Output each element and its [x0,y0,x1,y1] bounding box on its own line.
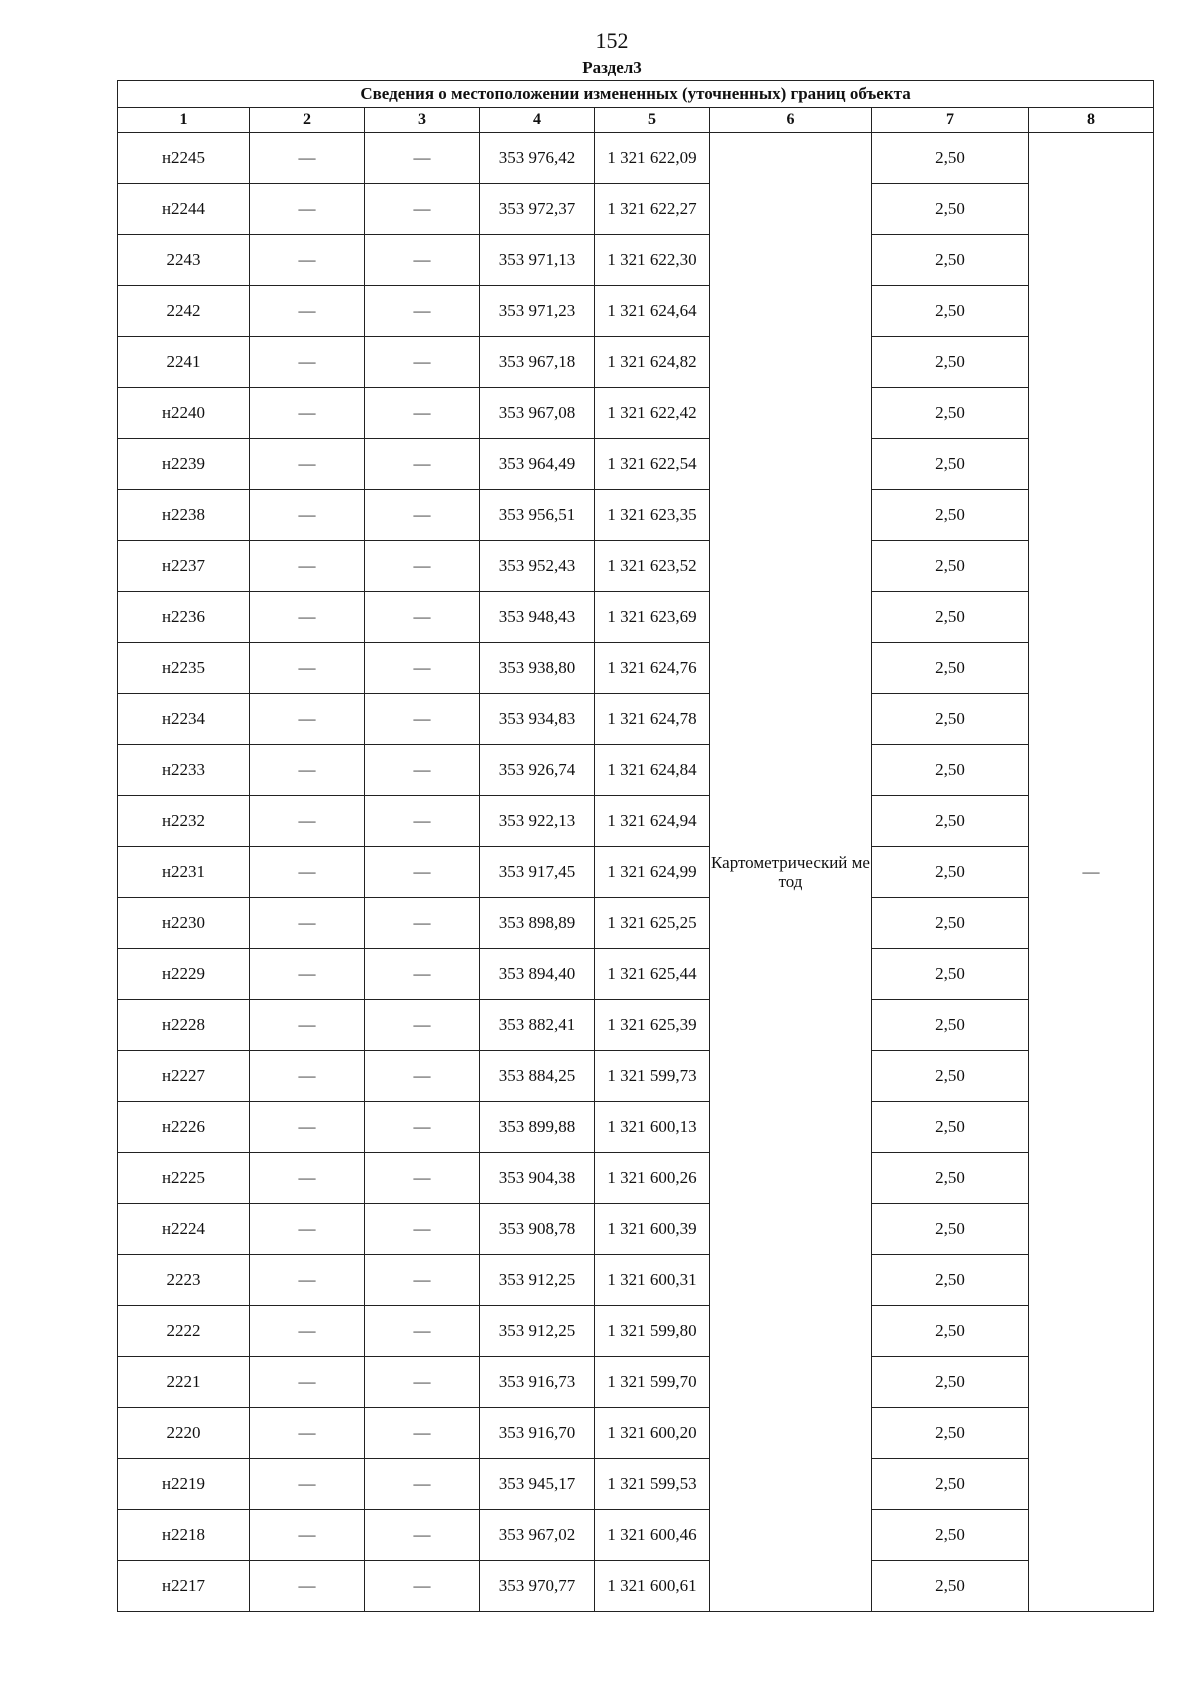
column2-cell: — [250,1255,365,1306]
x-coordinate-cell: 353 934,83 [480,694,595,745]
column-number: 8 [1029,108,1154,133]
table-row [118,1357,1154,1408]
column3-cell: — [365,1510,480,1561]
column2-cell: — [250,133,365,184]
accuracy-cell: 2,50 [872,1357,1029,1408]
table-caption: Сведения о местоположении измененных (уточненных) границ объекта [118,81,1154,108]
x-coordinate-cell: 353 971,23 [480,286,595,337]
method-cell: Картометрический метод [710,133,872,1612]
table-row [118,286,1154,337]
column-number: 4 [480,108,595,133]
y-coordinate-cell: 1 321 600,13 [595,1102,710,1153]
point-number-cell: н2244 [118,184,250,235]
accuracy-cell: 2,50 [872,1408,1029,1459]
column3-cell: — [365,949,480,1000]
column3-cell: — [365,184,480,235]
accuracy-cell: 2,50 [872,439,1029,490]
x-coordinate-cell: 353 899,88 [480,1102,595,1153]
point-number-cell: 2222 [118,1306,250,1357]
table-row [118,1204,1154,1255]
column3-cell: — [365,1408,480,1459]
column2-cell: — [250,1459,365,1510]
column3-cell: — [365,1153,480,1204]
y-coordinate-cell: 1 321 625,44 [595,949,710,1000]
accuracy-cell: 2,50 [872,388,1029,439]
column3-cell: — [365,439,480,490]
column-number-row [118,108,1154,133]
column2-cell: — [250,1204,365,1255]
table-row [118,643,1154,694]
accuracy-cell: 2,50 [872,1459,1029,1510]
table-row [118,1510,1154,1561]
table-row [118,1561,1154,1612]
y-coordinate-cell: 1 321 625,39 [595,1000,710,1051]
table-row [118,388,1154,439]
accuracy-cell: 2,50 [872,847,1029,898]
column2-cell: — [250,490,365,541]
accuracy-cell: 2,50 [872,643,1029,694]
table-row [118,235,1154,286]
column2-cell: — [250,643,365,694]
column3-cell: — [365,898,480,949]
x-coordinate-cell: 353 976,42 [480,133,595,184]
column3-cell: — [365,592,480,643]
table-row [118,796,1154,847]
point-number-cell: н2231 [118,847,250,898]
accuracy-cell: 2,50 [872,898,1029,949]
point-number-cell: н2245 [118,133,250,184]
accuracy-cell: 2,50 [872,592,1029,643]
table-body [118,133,1154,1612]
x-coordinate-cell: 353 967,18 [480,337,595,388]
y-coordinate-cell: 1 321 625,25 [595,898,710,949]
table-row [118,1408,1154,1459]
y-coordinate-cell: 1 321 600,39 [595,1204,710,1255]
x-coordinate-cell: 353 916,73 [480,1357,595,1408]
column3-cell: — [365,1459,480,1510]
y-coordinate-cell: 1 321 624,64 [595,286,710,337]
point-number-cell: н2226 [118,1102,250,1153]
point-number-cell: н2228 [118,1000,250,1051]
table-row [118,847,1154,898]
table-row [118,1153,1154,1204]
y-coordinate-cell: 1 321 599,70 [595,1357,710,1408]
column8-cell: — [1029,133,1154,1612]
x-coordinate-cell: 353 908,78 [480,1204,595,1255]
y-coordinate-cell: 1 321 599,53 [595,1459,710,1510]
accuracy-cell: 2,50 [872,1510,1029,1561]
point-number-cell: н2227 [118,1051,250,1102]
x-coordinate-cell: 353 894,40 [480,949,595,1000]
y-coordinate-cell: 1 321 623,52 [595,541,710,592]
point-number-cell: н2240 [118,388,250,439]
column3-cell: — [365,1357,480,1408]
accuracy-cell: 2,50 [872,1153,1029,1204]
column3-cell: — [365,745,480,796]
column3-cell: — [365,541,480,592]
table-row [118,439,1154,490]
table-row [118,1255,1154,1306]
column3-cell: — [365,694,480,745]
column2-cell: — [250,1357,365,1408]
column3-cell: — [365,1051,480,1102]
x-coordinate-cell: 353 964,49 [480,439,595,490]
column2-cell: — [250,796,365,847]
x-coordinate-cell: 353 971,13 [480,235,595,286]
column2-cell: — [250,337,365,388]
point-number-cell: н2232 [118,796,250,847]
column2-cell: — [250,847,365,898]
column2-cell: — [250,1153,365,1204]
y-coordinate-cell: 1 321 600,26 [595,1153,710,1204]
column-number: 1 [118,108,250,133]
column2-cell: — [250,1102,365,1153]
table-row [118,1306,1154,1357]
column3-cell: — [365,1000,480,1051]
y-coordinate-cell: 1 321 624,84 [595,745,710,796]
x-coordinate-cell: 353 972,37 [480,184,595,235]
column-number: 5 [595,108,710,133]
accuracy-cell: 2,50 [872,1051,1029,1102]
column2-cell: — [250,184,365,235]
column3-cell: — [365,1561,480,1612]
column2-cell: — [250,388,365,439]
column2-cell: — [250,1561,365,1612]
column2-cell: — [250,1510,365,1561]
y-coordinate-cell: 1 321 622,09 [595,133,710,184]
column2-cell: — [250,694,365,745]
point-number-cell: н2229 [118,949,250,1000]
x-coordinate-cell: 353 952,43 [480,541,595,592]
x-coordinate-cell: 353 898,89 [480,898,595,949]
section-title: Раздел3 [582,58,642,77]
column3-cell: — [365,388,480,439]
y-coordinate-cell: 1 321 624,99 [595,847,710,898]
column-number: 2 [250,108,365,133]
column3-cell: — [365,490,480,541]
x-coordinate-cell: 353 926,74 [480,745,595,796]
table-row [118,1459,1154,1510]
point-number-cell: 2221 [118,1357,250,1408]
column2-cell: — [250,949,365,1000]
accuracy-cell: 2,50 [872,745,1029,796]
x-coordinate-cell: 353 938,80 [480,643,595,694]
point-number-cell: н2219 [118,1459,250,1510]
y-coordinate-cell: 1 321 623,69 [595,592,710,643]
x-coordinate-cell: 353 917,45 [480,847,595,898]
y-coordinate-cell: 1 321 600,46 [595,1510,710,1561]
column2-cell: — [250,592,365,643]
table-row [118,949,1154,1000]
y-coordinate-cell: 1 321 599,73 [595,1051,710,1102]
column2-cell: — [250,541,365,592]
y-coordinate-cell: 1 321 622,54 [595,439,710,490]
column3-cell: — [365,133,480,184]
y-coordinate-cell: 1 321 623,35 [595,490,710,541]
y-coordinate-cell: 1 321 600,31 [595,1255,710,1306]
table-row [118,490,1154,541]
point-number-cell: н2239 [118,439,250,490]
y-coordinate-cell: 1 321 599,80 [595,1306,710,1357]
table-row [118,184,1154,235]
y-coordinate-cell: 1 321 622,27 [595,184,710,235]
column3-cell: — [365,337,480,388]
column3-cell: — [365,286,480,337]
accuracy-cell: 2,50 [872,286,1029,337]
table-row [118,1051,1154,1102]
accuracy-cell: 2,50 [872,1255,1029,1306]
accuracy-cell: 2,50 [872,235,1029,286]
column2-cell: — [250,1051,365,1102]
column3-cell: — [365,1102,480,1153]
point-number-cell: 2220 [118,1408,250,1459]
table-row [118,1102,1154,1153]
column3-cell: — [365,235,480,286]
table-row [118,133,1154,184]
table-row [118,1000,1154,1051]
point-number-cell: 2241 [118,337,250,388]
x-coordinate-cell: 353 904,38 [480,1153,595,1204]
column2-cell: — [250,1306,365,1357]
point-number-cell: 2242 [118,286,250,337]
column-number: 6 [710,108,872,133]
table-row [118,541,1154,592]
column2-cell: — [250,235,365,286]
y-coordinate-cell: 1 321 600,20 [595,1408,710,1459]
x-coordinate-cell: 353 912,25 [480,1255,595,1306]
accuracy-cell: 2,50 [872,184,1029,235]
accuracy-cell: 2,50 [872,949,1029,1000]
accuracy-cell: 2,50 [872,337,1029,388]
point-number-cell: н2230 [118,898,250,949]
boundary-coordinates-table [117,80,1154,1612]
accuracy-cell: 2,50 [872,541,1029,592]
accuracy-cell: 2,50 [872,133,1029,184]
column-number: 7 [872,108,1029,133]
column2-cell: — [250,1000,365,1051]
point-number-cell: н2237 [118,541,250,592]
table-row [118,592,1154,643]
column2-cell: — [250,286,365,337]
column3-cell: — [365,1204,480,1255]
accuracy-cell: 2,50 [872,796,1029,847]
x-coordinate-cell: 353 967,08 [480,388,595,439]
column2-cell: — [250,1408,365,1459]
y-coordinate-cell: 1 321 622,42 [595,388,710,439]
x-coordinate-cell: 353 882,41 [480,1000,595,1051]
y-coordinate-cell: 1 321 600,61 [595,1561,710,1612]
accuracy-cell: 2,50 [872,1561,1029,1612]
column3-cell: — [365,796,480,847]
x-coordinate-cell: 353 970,77 [480,1561,595,1612]
table-row [118,745,1154,796]
y-coordinate-cell: 1 321 624,94 [595,796,710,847]
x-coordinate-cell: 353 884,25 [480,1051,595,1102]
x-coordinate-cell: 353 922,13 [480,796,595,847]
point-number-cell: 2223 [118,1255,250,1306]
accuracy-cell: 2,50 [872,694,1029,745]
column3-cell: — [365,643,480,694]
column3-cell: — [365,1255,480,1306]
x-coordinate-cell: 353 956,51 [480,490,595,541]
point-number-cell: н2235 [118,643,250,694]
column2-cell: — [250,898,365,949]
point-number-cell: н2217 [118,1561,250,1612]
table-row [118,694,1154,745]
accuracy-cell: 2,50 [872,1000,1029,1051]
point-number-cell: н2225 [118,1153,250,1204]
table-row [118,898,1154,949]
point-number-cell: н2236 [118,592,250,643]
y-coordinate-cell: 1 321 622,30 [595,235,710,286]
x-coordinate-cell: 353 912,25 [480,1306,595,1357]
point-number-cell: н2238 [118,490,250,541]
y-coordinate-cell: 1 321 624,82 [595,337,710,388]
point-number-cell: 2243 [118,235,250,286]
accuracy-cell: 2,50 [872,1102,1029,1153]
x-coordinate-cell: 353 945,17 [480,1459,595,1510]
column2-cell: — [250,439,365,490]
x-coordinate-cell: 353 948,43 [480,592,595,643]
y-coordinate-cell: 1 321 624,78 [595,694,710,745]
column2-cell: — [250,745,365,796]
x-coordinate-cell: 353 967,02 [480,1510,595,1561]
y-coordinate-cell: 1 321 624,76 [595,643,710,694]
page-number: 152 [595,28,629,53]
column-number: 3 [365,108,480,133]
accuracy-cell: 2,50 [872,1306,1029,1357]
column3-cell: — [365,847,480,898]
accuracy-cell: 2,50 [872,490,1029,541]
point-number-cell: н2234 [118,694,250,745]
table-row [118,337,1154,388]
accuracy-cell: 2,50 [872,1204,1029,1255]
point-number-cell: н2233 [118,745,250,796]
point-number-cell: н2224 [118,1204,250,1255]
column3-cell: — [365,1306,480,1357]
point-number-cell: н2218 [118,1510,250,1561]
x-coordinate-cell: 353 916,70 [480,1408,595,1459]
